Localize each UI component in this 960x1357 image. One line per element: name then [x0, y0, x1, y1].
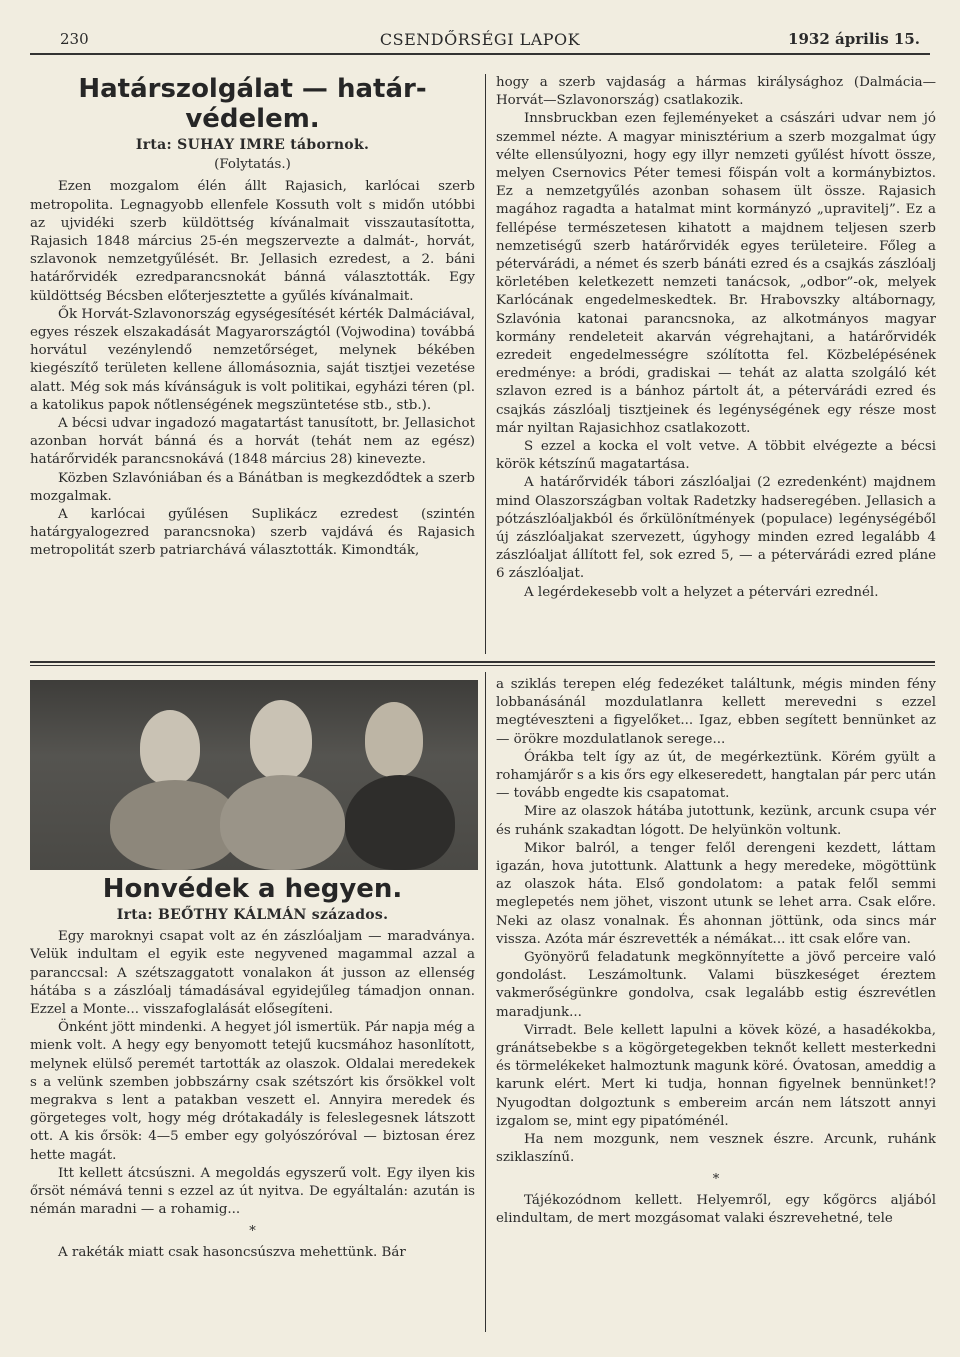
paragraph: S ezzel a kocka el volt vetve. A többit elvégezte a bécsi körök kétszínű magatartása. — [496, 439, 936, 473]
header-rule — [30, 53, 930, 55]
photo-figure-right-body — [345, 775, 455, 870]
paragraph: A rakéták miatt csak hasoncsúszva mehettünk. Bár — [58, 1244, 406, 1260]
paragraph: Gyönyörű feladatunk megkönnyítette a jövő perceire való gondolást. Leszámoltunk. Valami büszkeséget éreztem vakmerőségünkre gondolva, csak legalább estig észrevétlen maradjunk... — [496, 950, 936, 1020]
section-separator: * — [249, 1224, 256, 1240]
paragraph: Ezen mozgalom élén állt Rajasich, karlócai szerb metropolita. Legnagyobb ellenfele Kossuth volt s midőn utóbbi az ujvidéki szerb küldöttség kívánalmait visszautasította, Rajasich 1848 március 25-én megszervezte a dalmát-, horvát, szlavonok nemzetgyűlését. Br. Jellasich ezredest, a 2. báni határőrvidék ezredparancsnokát bánná választották. Egy küldöttség Bécsben előterjesztette a gyűlés kívánalmait. — [30, 179, 475, 304]
article1-left-column — [30, 74, 475, 654]
paragraph: Virradt. Bele kellett lapulni a kövek közé, a hasadékokba, gránátsebekbe s a kögörgetegekben teknőt kellett mesterkedni és törmelékeket halmoztunk magunk köré. Óvatosan, ameddig a karunk elért. Mert ki tudja, honnan figyelnek bennünket!? Nyugodtan dolgoztunk s embereim arcán nem látszott annyi izgalom se, mint egy pipatóménél. — [496, 1022, 936, 1129]
article2-title: Honvédek a hegyen. — [102, 874, 403, 904]
paragraph: Egy maroknyi csapat volt az én zászlóaljam — maradványa. Velük indultam el egyik este negyvened magammal azzal a paranccsal: A szétszaggatott vonalakon át jusson az ellenség hátába s a zászlóalj támadásával egyidejűleg támadjon onnan. Ezzel a Monte... visszafoglalását elősegíteni. — [30, 929, 475, 1018]
paragraph: A legérdekesebb volt a helyzet a pétervári ezrednél. — [524, 584, 879, 600]
photo-figure-left — [140, 710, 200, 785]
issue-date: 1932 április 15. — [788, 30, 920, 48]
publication-title: CSENDŐRSÉGI LAPOK — [379, 30, 581, 49]
paragraph: a sziklás terepen elég fedezéket találtunk, mégis minden fény lobbanásánál mozdulatlanra kellett merevedni s ezzel megtéveszteni a figyelőket... Igaz, ebben segített bennünket az — örökre mozdulatlanok serege... — [496, 677, 936, 747]
paragraph: Innsbruckban ezen fejleményeket a császári udvar nem jó szemmel nézte. A magyar minisztérium a szerb mozgalmat úgy vélte ellensúlyozni, hogy egy illyr nemzeti gyűlést hívott össze, melyen Csernovics Péter temesi főispán volt a kormánybiztos. Ez a nemzetgyűlés azonban sohasem ült össze. Rajasich magához ragadta a hatalmat mint kormányzó „upravitelj”. Ez a fellépése természetesen kihatott a majdnem teljesen szerb nemzetiségű szerb határőrvidék egyes területeire. Főleg a pétervárádi, a német és szerb bánáti ezred és a csajkás zászlóalj körletében keletkezett nemzeti tanácsok, „odbor”-ok, melyek Karlócának engedelmeskedtek. Br. Hrabovszky altábornagy, Szlavónia katonai parancsnoka, az alkotmányos magyar kormány rendeleteit akarván végrehajtani, a határőrvidék ezredeit engedelmességre szólította fel. Közbelépésének eredménye: a bródi, gradiskai — tehát az alatta szolgáló két szlavon ezred is a bánhoz pártolt át, a pétervárádi ezred és csajkás zászlóalj tisztjeinek és legénységének egy része most már nyiltan Rajasichhoz csatlakozott. — [496, 111, 936, 436]
paragraph: Órákba telt így az út, de megérkeztünk. Körém gyült a rohamjárőr s a kis őrs egy elkeseredett, hangtalan pár perc után — tovább engedte kis csapatomat. — [496, 749, 936, 802]
article1-right-column — [496, 74, 936, 654]
paragraph: Itt kellett átcsúszni. A megoldás egyszerű volt. Egy ilyen kis őrsöt némává tenni s ezzel az út nyitva. De egyáltalán: azután is némán maradni — a rohamig... — [30, 1165, 475, 1218]
paragraph: A határőrvidék tábori zászlóaljai (2 ezredenként) majdnem mind Olaszországban voltak Radetzky hadseregében. Jellasich a pótzászlóaljakból és őrkülönítmények (populace) legénységéből új zászlóaljakat szervezett, úgyhogy minden ezred legalább 4 zászlóaljat állított fel, sok ezred 5, — a pétervárádi ezred pláne 6 zászlóaljat. — [496, 475, 936, 582]
paragraph: Ők Horvát-Szlavonország egységesítését kérték Dalmáciával, egyes részek elszakadását Magyarországtól (Vojwodina) továbbá horvátul vezénylendő nemzetőrséget, melynek békében kiegészítő területen kellene állomásoznia, saját tisztjei vezetése alatt. Még sok más kívánságuk is volt politikai, egyházi téren (pl. a katolikus papok nőtlenségének megszüntetése stb., stb.). — [30, 306, 475, 413]
article1-continued: (Folytatás.) — [214, 157, 291, 173]
photo-figure-middle-body — [220, 775, 345, 870]
paragraph: A bécsi udvar ingadozó magatartást tanusított, br. Jellasichot azonban horvát bánná és a horvát (tehát nem az egész) határőrvidék parancsnokává (1848 március 28) kinevezte. — [30, 416, 475, 468]
paragraph: Önként jött mindenki. A hegyet jól ismertük. Pár napja még a mienk volt. A hegy egy benyomott tetejű kucsmához hasonlított, melynek elülső peremét tartották az olaszok. Oldalai meredekek s a velünk szemben jobbszárny csak szétszórt kis őrsökkel volt megrakva s lent a patakban veszett el. Annyira meredek és görgeteges volt, hogy még drótakadály is feleslegesnek látszott ott. A kis őrsök: 4—5 ember egy golyószóróval — biztosan érez hette magát. — [30, 1020, 475, 1163]
paragraph: Mire az olaszok hátába jutottunk, kezünk, arcunk csupa vér és ruhánk szakadtan lógott. De helyünkön voltunk. — [496, 804, 936, 838]
article2-left-column — [30, 872, 475, 1332]
paragraph: hogy a szerb vajdaság a hármas királysághoz (Dalmácia—Horvát—Szlavonország) csatlakozik. — [496, 75, 936, 109]
page-number: 230 — [60, 30, 89, 48]
column-divider-2 — [485, 672, 486, 1332]
article1-title: Határszolgálat — határ-védelem. — [78, 74, 427, 134]
section-rule-thin — [30, 665, 935, 666]
section-separator: * — [712, 1172, 720, 1188]
paragraph: Ha nem mozgunk, nem vesznek észre. Arcunk, ruhánk sziklaszínű. — [496, 1132, 936, 1166]
paragraph: Mikor balról, a tenger felől derengeni kezdett, láttam igazán, hova jutottunk. Alattunk a hegy meredeke, mögöttünk az olaszok háta. Első gondolatom: a patak felől semmi meglepetés nem jöhet, viszont utunk se lehet arra. Csak előre. Neki az olasz vonalnak. És ahonnan jöttünk, oda sincs már vissza. Azóta már észrevették a némákat... itt csak előre van. — [496, 840, 936, 947]
paragraph: Tájékozódnom kellett. Helyemről, egy kőgörcs aljából elindultam, de mert mozgásomat valaki észrevehetné, tele — [496, 1192, 936, 1226]
column-divider — [485, 74, 486, 654]
article2-right-column — [496, 676, 936, 1332]
paragraph: Közben Szlavóniában és a Bánátban is megkezdődtek a szerb mozgalmak. — [30, 470, 475, 504]
paragraph: A karlócai gyűlésen Suplikácz ezredest (szintén határgyalogezred parancsnoka) szerb vajdává és Rajasich metropolitát szerb patriarchává választották. Kimondták, — [30, 507, 475, 559]
photo-figure-right — [365, 702, 423, 777]
photo-figure-middle — [250, 700, 312, 780]
section-rule — [30, 661, 935, 663]
article2-byline: Irta: BEŐTHY KÁLMÁN százados. — [116, 907, 389, 923]
article1-byline: Irta: SUHAY IMRE tábornok. — [135, 137, 370, 153]
photo-soldiers — [30, 680, 478, 870]
